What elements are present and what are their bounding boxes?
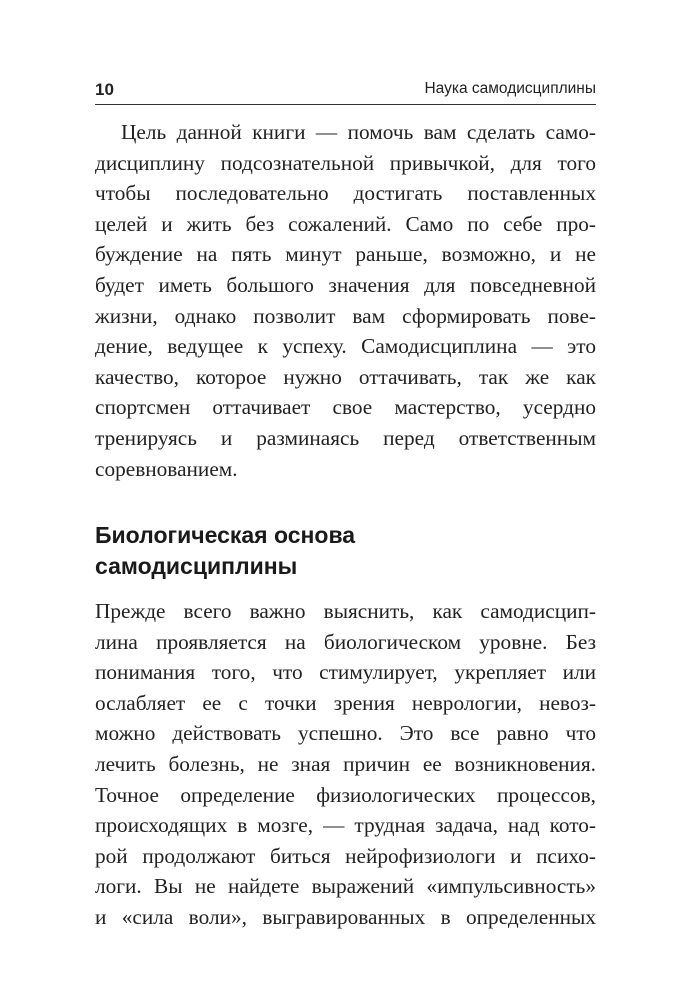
paragraph-1: [95, 117, 596, 484]
text-line: целей и жить без сожалений. Само по себе про-: [95, 211, 596, 236]
running-head: [95, 80, 596, 104]
text-line: соревнованием.: [95, 456, 238, 481]
text-line: происходящих в мозге, — трудная задача, над кото-: [95, 813, 596, 838]
running-title: Наука самодисциплины: [424, 80, 596, 97]
paragraph-2: [95, 596, 596, 933]
text-line: будет иметь большого значения для повседневной: [95, 272, 596, 297]
page-number: 10: [95, 80, 114, 99]
text-line: жизни, однако позволит вам сформировать пове-: [95, 303, 596, 328]
text-line: и «сила воли», выгравированных в определенных: [95, 904, 596, 929]
text-line: Цель данной книги — помочь вам сделать само-: [121, 120, 596, 144]
section-heading: [95, 520, 596, 582]
text-line: качество, которое нужно оттачивать, так же как: [95, 364, 596, 389]
text-line: можно действовать успешно. Это все равно что: [95, 721, 596, 746]
text-line: рой продолжают биться нейрофизиологи и психо-: [95, 843, 596, 868]
text-line: дение, ведущее к успеху. Самодисциплина — это: [95, 334, 596, 359]
header-rule: [95, 104, 596, 105]
heading-line: самодисциплины: [95, 553, 298, 579]
text-line: ослабляет ее с точки зрения неврологии, невоз-: [95, 690, 596, 715]
heading-line: Биологическая основа: [95, 522, 356, 548]
text-line: чтобы последовательно достигать поставленных: [95, 181, 596, 206]
text-line: Прежде всего важно выяснить, как самодисцип-: [95, 599, 596, 623]
text-line: логи. Вы не найдете выражений «импульсивность»: [95, 874, 596, 899]
text-line: лечить болезнь, не зная причин ее возникновения.: [95, 751, 596, 776]
text-line: Точное определение физиологических процессов,: [95, 782, 596, 807]
text-line: понимания того, что стимулирует, укрепляет или: [95, 660, 596, 685]
text-line: спортсмен оттачивает свое мастерство, усердно: [95, 395, 596, 420]
text-line: лина проявляется на биологическом уровне. Без: [95, 629, 596, 654]
text-line: буждение на пять минут раньше, возможно, и не: [95, 242, 596, 267]
text-line: дисциплину подсознательной привычкой, для того: [95, 150, 596, 175]
text-line: тренируясь и разминаясь перед ответственным: [95, 425, 596, 450]
